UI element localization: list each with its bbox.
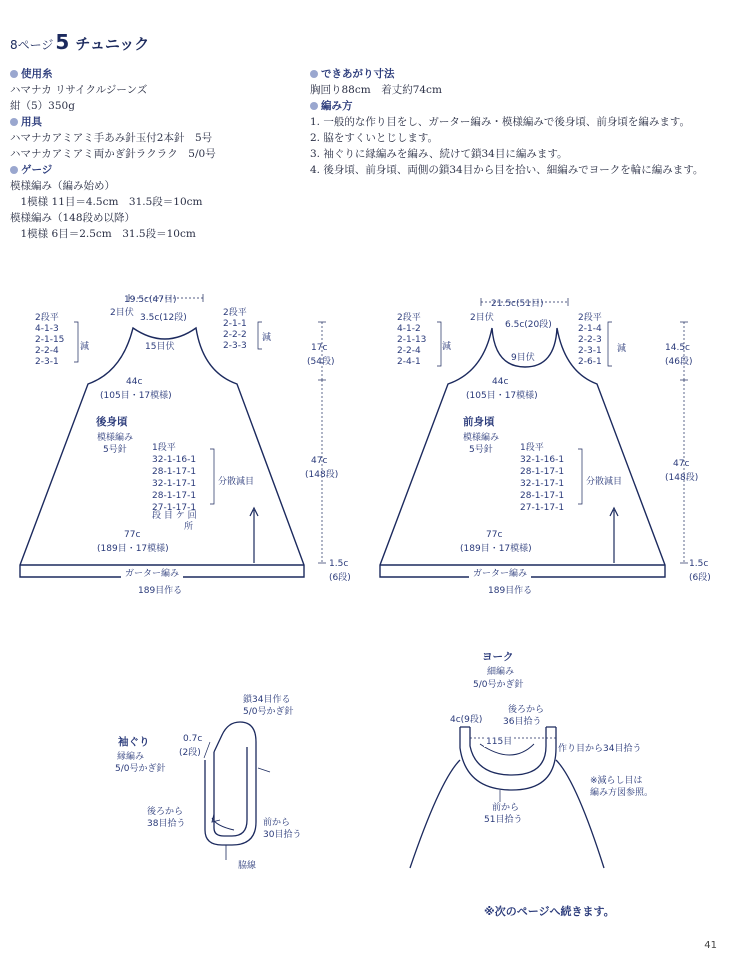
gauge-line: 模様編み（148段め以降） [10, 212, 136, 224]
back-two-stitch: 2目伏 [110, 308, 134, 318]
back-pattern: 模様編み [97, 433, 134, 443]
back-left-decrease-word: 減 [80, 342, 90, 352]
back-garter-label: ガーター編み [121, 566, 183, 579]
gauge-heading: ゲージ [10, 162, 216, 178]
tools-heading: 用具 [10, 114, 216, 130]
back-top-width: 19.5c(47目) [124, 295, 177, 305]
yarn-heading: 使用糸 [10, 66, 216, 82]
back-right-decrease: 2段平 2-1-1 2-2-2 2-3-3 [223, 308, 247, 351]
tools-line: ハマナカアミアミ手あみ針玉付2本針 5号 [10, 132, 213, 144]
back-height-1-5-rows: (6段) [329, 573, 351, 583]
method-heading: 編み方 [310, 98, 703, 114]
front-two-stitch: 2目伏 [470, 313, 494, 323]
size-line: 胸回り88cm 着丈約74cm [310, 84, 442, 96]
yarn-line: 紺（5）350g [10, 100, 75, 112]
front-width-44-stitches: (105目・17模様) [466, 391, 538, 401]
armhole-chain-hook: 5/0号かぎ針 [243, 707, 294, 717]
yarn-line: ハマナカ リサイクルジーンズ [10, 84, 148, 96]
back-height-17: 17c [311, 343, 328, 353]
front-height-1-5: 1.5c [689, 559, 709, 569]
front-piece-name: 前身頃 [463, 416, 495, 428]
back-right-decrease-word: 減 [262, 333, 272, 343]
front-neck-width: 6.5c(20段) [505, 320, 552, 330]
front-top-width: 21.5c(51目) [491, 299, 544, 309]
front-width-77: 77c [486, 530, 503, 540]
size-heading: できあがり寸法 [310, 66, 703, 82]
continued-note: ※次のページへ続きます。 [484, 905, 615, 918]
back-cast-on: 189目作る [138, 586, 183, 596]
armhole-hook: 5/0号かぎ針 [115, 764, 166, 774]
front-cast-on: 189目作る [488, 586, 533, 596]
gauge-line: 模様編み（編み始め） [10, 180, 115, 192]
armhole-edge-height: 0.7c [183, 734, 203, 744]
method-step: 1. 一般的な作り目をし、ガーター編み・模様編みで後身頃、前身頃を編みます。 [310, 116, 691, 128]
front-height-14-5: 14.5c [665, 343, 690, 353]
armhole-side-seam: 脇線 [238, 861, 257, 871]
back-piece-name: 後身頃 [96, 416, 128, 428]
yoke-stitch: 細編み [487, 667, 515, 677]
front-distributed-decrease-word: 分散減目 [586, 477, 623, 487]
front-needle: 5号針 [469, 445, 493, 455]
method-step: 2. 脇をすくいとじします。 [310, 132, 439, 144]
front-width-44: 44c [492, 377, 509, 387]
armhole-back-pick-count: 38目拾う [147, 819, 186, 829]
back-distributed-decrease: 1段平 32-1-16-1 28-1-17-1 32-1-17-1 28-1-17-1 27-1-17-1 [152, 443, 197, 513]
front-right-decrease: 2段平 2-1-4 2-2-3 2-3-1 2-6-1 [578, 313, 602, 367]
back-left-decrease: 2段平 4-1-3 2-1-15 2-2-4 2-3-1 [35, 313, 65, 367]
armhole-front-pick: 前から [263, 818, 291, 828]
back-width-44: 44c [126, 377, 143, 387]
item-title: チュニック [75, 35, 150, 53]
front-garter-label: ガーター編み [469, 566, 531, 579]
yoke-back-pick: 後ろから [508, 705, 545, 715]
yoke-stitch-count: 115目 [484, 734, 514, 747]
yoke-front-pick-count: 51目拾う [484, 815, 523, 825]
armhole-diagram [204, 722, 270, 860]
page-ref: 8ページ [10, 38, 54, 52]
back-distributed-decrease-word: 分散減目 [218, 477, 255, 487]
yoke-note-2: 編み方図参照。 [590, 788, 654, 798]
yoke-height: 4c(9段) [450, 715, 483, 725]
back-bind-off: 15目伏 [145, 342, 175, 352]
front-bind-off: 9目伏 [511, 353, 535, 363]
front-height-14-5-rows: (46段) [665, 357, 693, 367]
front-pattern: 模様編み [463, 433, 500, 443]
armhole-stitch: 縁編み [117, 752, 145, 762]
back-needle: 5号針 [103, 445, 127, 455]
back-width-77-stitches: (189目・17模様) [97, 544, 169, 554]
yoke-back-pick-count: 36目拾う [503, 717, 542, 727]
item-number: 5 [55, 30, 70, 54]
page-number: 41 [704, 940, 717, 951]
armhole-chain: 鎖34目作る [243, 695, 291, 705]
front-distributed-decrease: 1段平 32-1-16-1 28-1-17-1 32-1-17-1 28-1-17-1 27-1-17-1 [520, 443, 565, 513]
yoke-hook: 5/0号かぎ針 [473, 680, 524, 690]
gauge-line: 1模様 11目＝4.5cm 31.5段＝10cm [10, 196, 203, 208]
tools-line: ハマナカアミアミ両かぎ針ラクラク 5/0号 [10, 148, 216, 160]
back-height-47-rows: (148段) [305, 470, 339, 480]
back-width-77: 77c [124, 530, 141, 540]
method-step: 4. 後身頃、前身頃、両側の鎖34目から目を拾い、細編みでヨークを輪に編みます。 [310, 164, 704, 176]
front-left-decrease-word: 減 [442, 342, 452, 352]
front-height-1-5-rows: (6段) [689, 573, 711, 583]
yoke-title: ヨーク [482, 651, 514, 663]
armhole-back-pick: 後ろから [147, 807, 184, 817]
armhole-edge-rows: (2段) [179, 748, 201, 758]
front-left-decrease: 2段平 4-1-2 2-1-13 2-2-4 2-4-1 [397, 313, 427, 367]
yoke-note-1: ※減らし目は [590, 776, 643, 786]
gauge-line: 1模様 6目＝2.5cm 31.5段＝10cm [10, 228, 196, 240]
back-height-1-5: 1.5c [329, 559, 349, 569]
back-neck-width: 3.5c(12段) [140, 313, 187, 323]
method-step: 3. 袖ぐりに縁編みを編み、続けて鎖34目に編みます。 [310, 148, 568, 160]
armhole-front-pick-count: 30目拾う [263, 830, 302, 840]
front-width-77-stitches: (189目・17模様) [460, 544, 532, 554]
front-height-47: 47c [673, 459, 690, 469]
back-height-17-rows: (54段) [307, 357, 335, 367]
front-right-decrease-word: 減 [617, 344, 627, 354]
back-height-47: 47c [311, 456, 328, 466]
yoke-chain-pick: 作り目から34目拾う [558, 744, 642, 754]
yoke-front-pick: 前から [492, 803, 520, 813]
back-column-header: 段 目 ケ 回 [152, 511, 197, 521]
front-height-47-rows: (148段) [665, 473, 699, 483]
back-column-header-2: 所 [184, 522, 194, 532]
armhole-title: 袖ぐり [118, 736, 150, 748]
back-width-44-stitches: (105目・17模様) [100, 391, 172, 401]
